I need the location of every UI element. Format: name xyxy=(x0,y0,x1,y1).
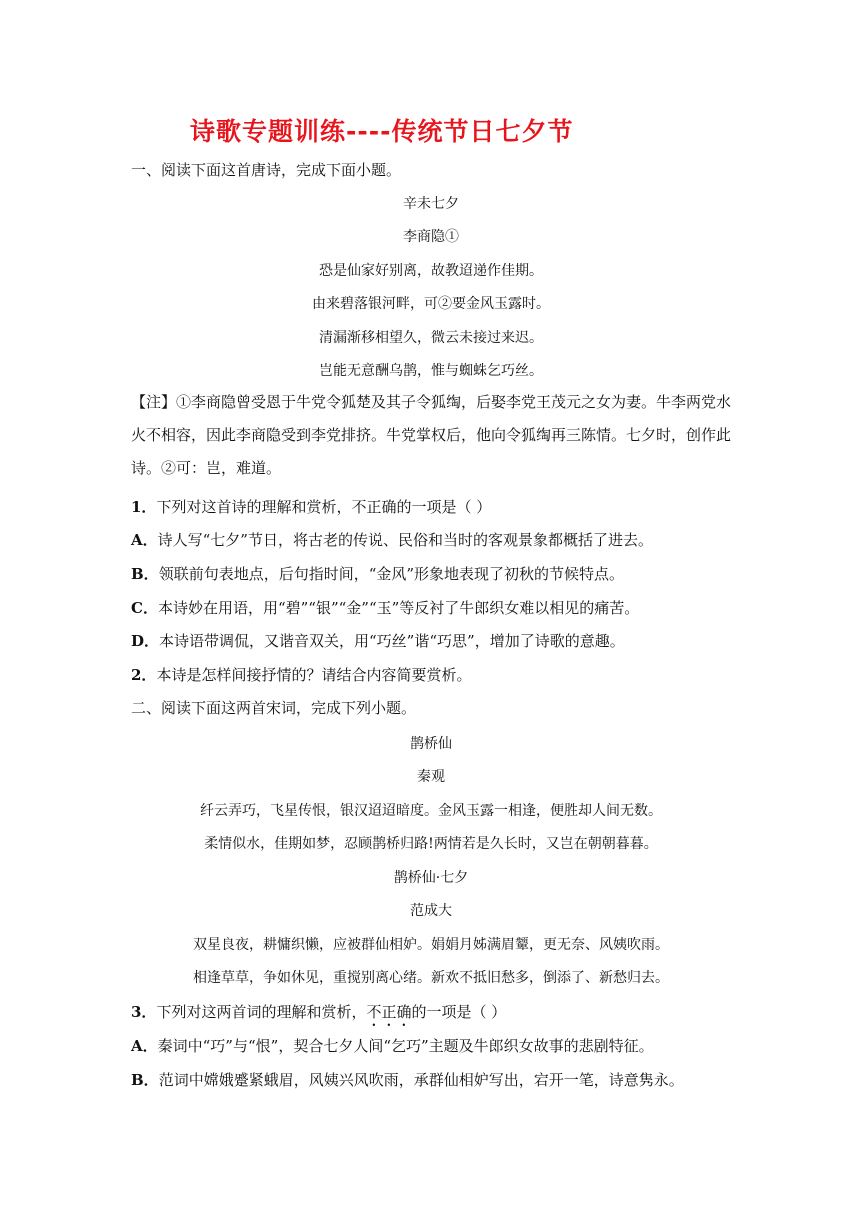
question-number: 1． xyxy=(131,498,157,516)
option-text: 秦词中“巧”与“恨”，契合七夕人间“乞巧”主题及牛郎织女故事的悲剧特征。 xyxy=(157,1037,654,1055)
poem-author: 李商隐① xyxy=(403,229,459,245)
option-b[interactable] xyxy=(131,563,624,584)
poem-line: 岂能无意酬乌鹊，惟与蜘蛛乞巧丝。 xyxy=(319,363,543,379)
question-2 xyxy=(131,664,471,685)
option-a[interactable] xyxy=(131,529,653,550)
option-text: 诗人写“七夕”节日，将古老的传说、民俗和当时的客观景象都概括了进去。 xyxy=(157,531,653,549)
option-letter: C． xyxy=(131,599,158,617)
option-letter: D． xyxy=(131,632,160,650)
poem-line: 柔情似水，佳期如梦，忍顾鹊桥归路!两情若是久长时，又岂在朝朝暮暮。 xyxy=(204,836,658,852)
option-letter: B． xyxy=(131,565,159,583)
option-letter: A． xyxy=(131,1037,158,1055)
emphasized-text: 不正确 xyxy=(366,1003,412,1021)
option-text: 领联前句表地点，后句指时间，“金风”形象地表现了初秋的节候特点。 xyxy=(158,565,625,583)
option-b[interactable] xyxy=(131,1069,684,1090)
question-text: 本诗是怎样间接抒情的？请结合内容简要赏析。 xyxy=(156,666,472,684)
poem-line: 清漏渐移相望久，微云未接过来迟。 xyxy=(319,330,543,346)
option-letter: A． xyxy=(131,531,158,549)
poem-line: 双星良夜，耕慵织懒，应被群仙相妒。娟娟月姊满眉颦，更无奈、风姨吹雨。 xyxy=(193,937,669,953)
page-title: 诗歌专题训练----传统节日七夕节 xyxy=(190,117,574,146)
question-text: 的一项是（ ） xyxy=(411,1003,507,1021)
poem-author: 范成大 xyxy=(410,903,452,919)
option-text: 本诗妙在用语，用“碧”“银”“金”“玉”等反衬了牛郎织女难以相见的痛苦。 xyxy=(157,599,640,617)
question-number: 3． xyxy=(131,1003,157,1021)
poem-title: 鹊桥仙·七夕 xyxy=(393,870,469,886)
poem-note: 【注】①李商隐曾受恩于牛党令狐楚及其子令狐绹，后娶李党王茂元之女为妻。牛李两党水火不相容，因此李商隐受到李党排挤。牛党掌权后，他向令狐绹再三陈情。七夕时，创作此诗。②可：岂，难道。 xyxy=(131,393,732,477)
option-letter: B． xyxy=(131,1071,159,1089)
question-1 xyxy=(131,496,491,517)
question-text: 下列对这首诗的理解和赏析，不正确的一项是（ ） xyxy=(156,498,492,516)
question-text: 下列对这两首词的理解和赏析， xyxy=(156,1003,367,1021)
option-text: 范词中嫦娥蹙紧蛾眉，风姨兴风吹雨，承群仙相妒写出，宕开一笔，诗意隽永。 xyxy=(158,1071,684,1089)
poem-title: 辛未七夕 xyxy=(403,196,459,212)
poem-line: 纤云弄巧，飞星传恨，银汉迢迢暗度。金风玉露一相逢，便胜却人间无数。 xyxy=(200,803,662,819)
poem-line: 由来碧落银河畔，可②要金风玉露时。 xyxy=(312,296,550,312)
poem-line: 恐是仙家好别离，故教迢递作佳期。 xyxy=(319,263,543,279)
option-text: 本诗语带调侃，又谐音双关，用“巧丝”谐“巧思”，增加了诗歌的意趣。 xyxy=(159,632,625,650)
option-c[interactable] xyxy=(131,597,639,618)
option-d[interactable] xyxy=(131,630,625,651)
poem-title: 鹊桥仙 xyxy=(410,736,452,752)
poem-author: 秦观 xyxy=(417,769,445,785)
section2-heading: 二、阅读下面这两首宋词，完成下列小题。 xyxy=(131,699,417,717)
question-number: 2． xyxy=(131,666,157,684)
option-a[interactable] xyxy=(131,1035,654,1056)
section1-heading: 一、阅读下面这首唐诗，完成下面小题。 xyxy=(131,161,402,179)
poem-line: 相逢草草，争如休见，重搅别离心绪。新欢不抵旧愁多，倒添了、新愁归去。 xyxy=(193,970,669,986)
question-3 xyxy=(131,1001,506,1030)
